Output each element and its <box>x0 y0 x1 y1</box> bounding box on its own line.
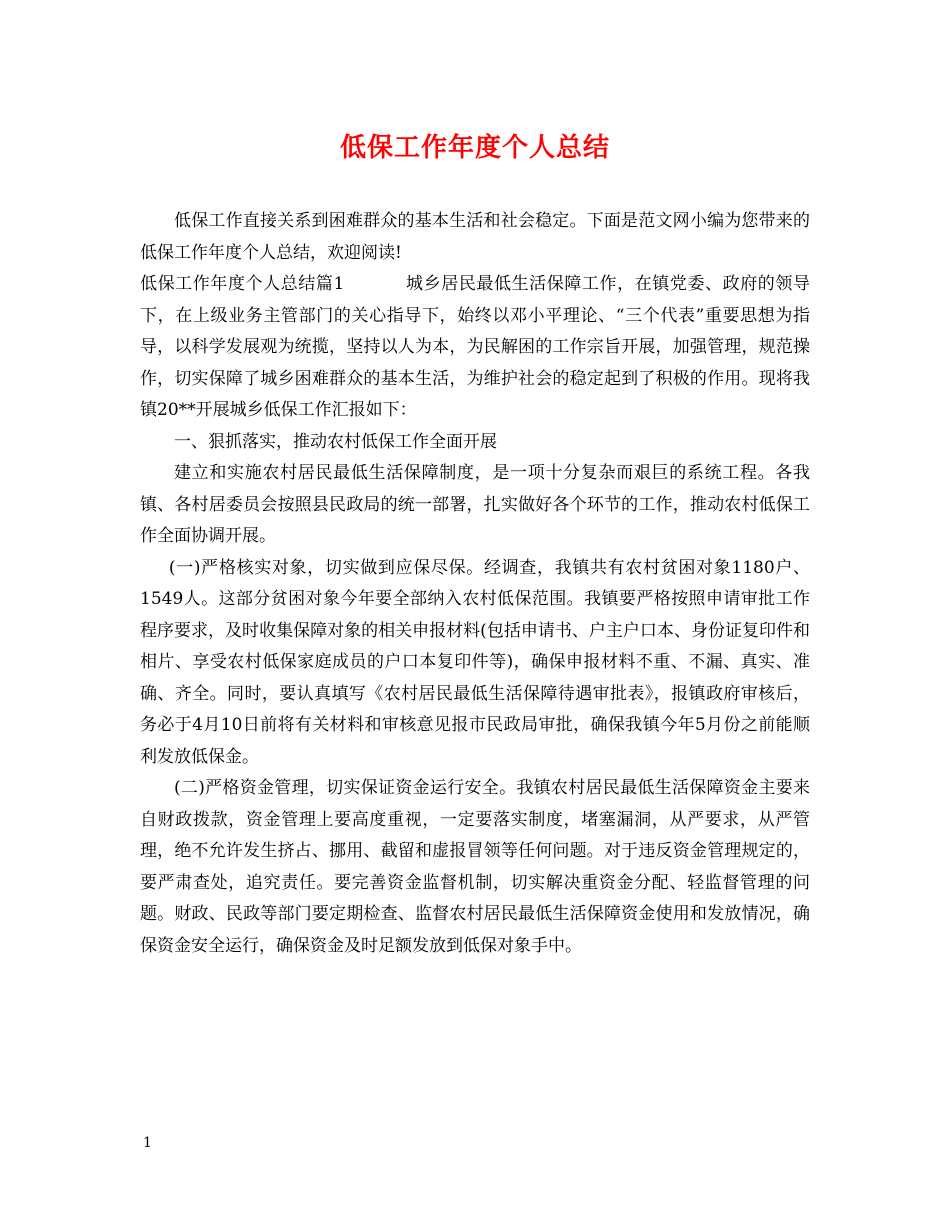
list-item-1: (一)严格核实对象，切实做到应保尽保。经调查，我镇共有农村贫困对象1180户、1549人。这部分贫困对象今年要全部纳入农村低保范围。我镇要严格按照申请审批工作程序要求，及时收集保障对象的相关申报材料(包括申请书、户主户口本、身份证复印件和相片、享受农村低保家庭成员的户口本复印件等)，确保申报材料不重、不漏、真实、准确、齐全。同时，要认真填写《农村居民最低生活保障待遇审批表》，报镇政府审核后，务必于4月10日前将有关材料和审核意见报市民政局审批，确保我镇今年5月份之前能顺利发放低保金。 <box>140 557 810 767</box>
section-heading: 一、狠抓落实，推动农村低保工作全面开展 <box>174 431 497 452</box>
document-title: 低保工作年度个人总结 <box>339 133 610 163</box>
list-item-2: (二)严格资金管理，切实保证资金运行安全。我镇农村居民最低生活保障资金主要来自财政拨款，资金管理上要高度重视，一定要落实制度，堵塞漏洞，从严要求，从严管理，绝不允许发生挤占、挪用、截留和虚报冒领等任何问题。对于违反资金管理规定的，要严肃查处，追究责任。要完善资金监督机制，切实解决重资金分配、轻监督管理的问题。财政、民政等部门要定期检查、监督农村居民最低生活保障资金使用和发放情况，确保资金安全运行，确保资金及时足额发放到低保对象手中。 <box>140 778 810 956</box>
document-body <box>140 206 810 962</box>
article-lead: 城乡居民最低生活保障工作，在镇党委、政府的领导下，在上级业务主管部门的关心指导下，始终以邓小平理论、“三个代表”重要思想为指导，以科学发展观为统揽，坚持以人为本，为民解困的工作宗旨开展，加强管理，规范操作，切实保障了城乡困难群众的基本生活，为维护社会的稳定起到了积极的作用。现将我镇20**开展城乡低保工作汇报如下： <box>140 274 810 420</box>
page-number: 1 <box>143 1135 152 1151</box>
section-paragraph: 建立和实施农村居民最低生活保障制度，是一项十分复杂而艰巨的系统工程。各我镇、各村居委员会按照县民政局的统一部署，扎实做好各个环节的工作，推动农村低保工作全面协调开展。 <box>140 463 810 546</box>
intro-paragraph: 低保工作直接关系到困难群众的基本生活和社会稳定。下面是范文网小编为您带来的低保工作年度个人总结，欢迎阅读! <box>140 211 810 263</box>
article-label: 低保工作年度个人总结篇1 <box>140 274 345 294</box>
article-paragraph <box>140 269 810 427</box>
